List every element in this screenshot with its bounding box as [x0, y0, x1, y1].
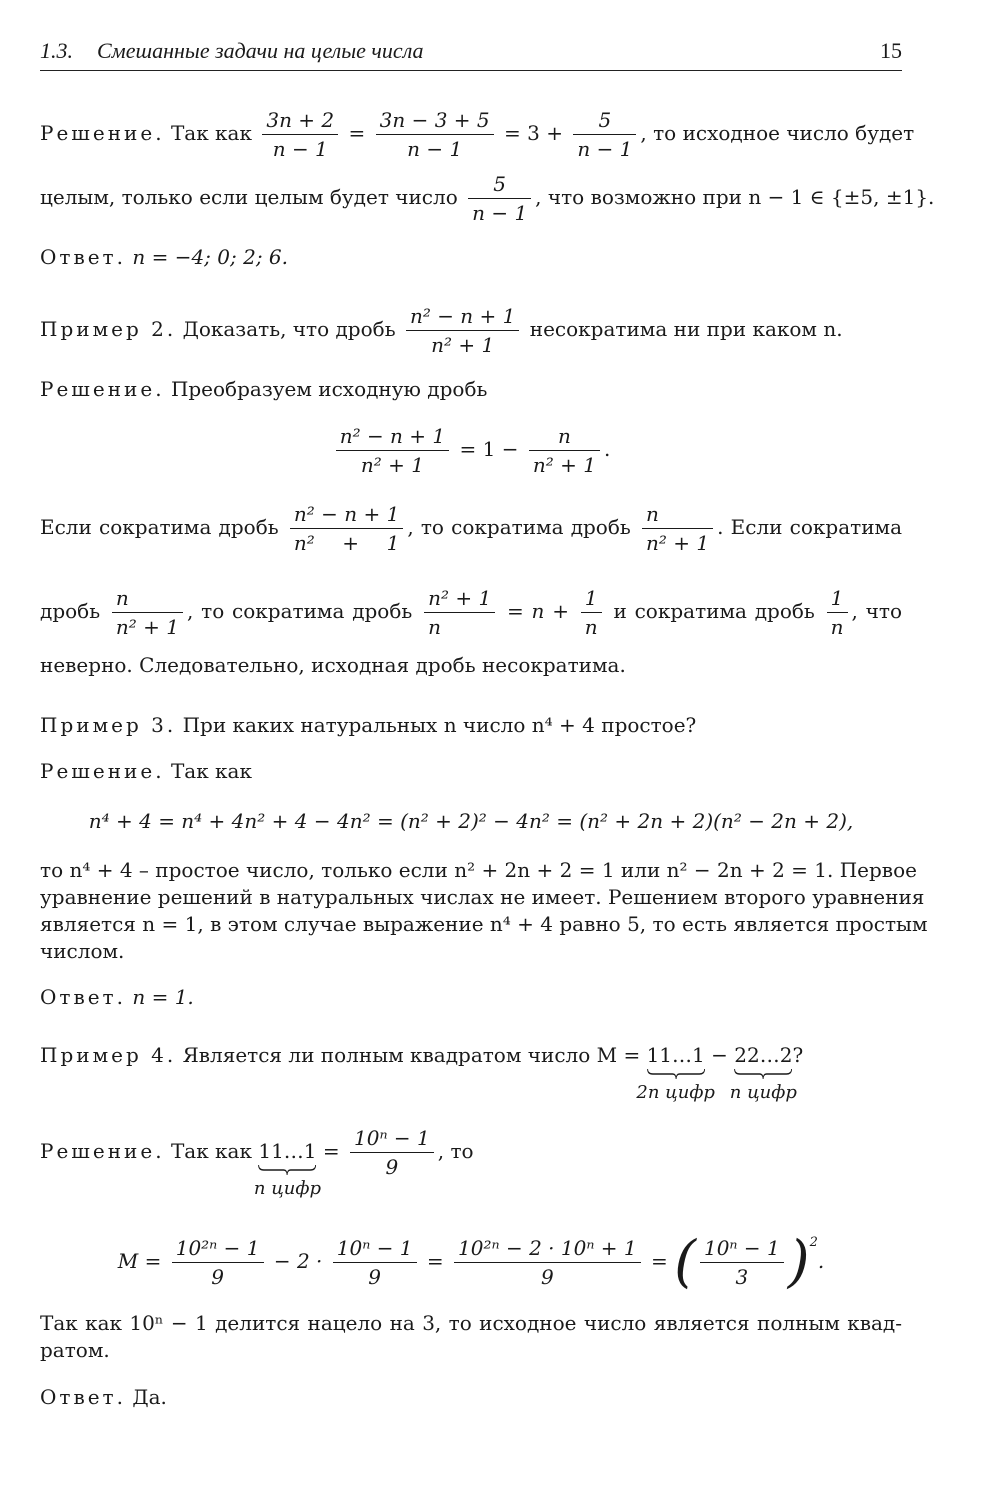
text: =: [348, 121, 366, 145]
numerator: 10²ⁿ − 1: [175, 1236, 260, 1260]
ex2-solution-intro: [40, 376, 902, 402]
text: Так как: [170, 1139, 252, 1163]
numerator: n² − n + 1: [409, 304, 516, 328]
numerator: 1: [584, 586, 598, 610]
text: , то исходное число будет: [640, 121, 915, 145]
ex1-solution-line2: [40, 172, 935, 225]
section-heading: [40, 38, 424, 64]
underbrace-icon: [258, 1165, 316, 1175]
ex3-para-line2: [40, 884, 925, 910]
denominator: n − 1: [262, 134, 338, 161]
denominator: 9: [350, 1152, 434, 1179]
numerator: n: [645, 502, 659, 526]
fraction: [336, 424, 449, 477]
text: дробь: [40, 599, 101, 623]
text: . Если сократима: [717, 515, 903, 539]
ex2-statement: [40, 304, 902, 357]
text: целым, только если целым будет число: [40, 185, 458, 209]
ex3-para-line1: [40, 857, 917, 883]
numerator: 10ⁿ − 1: [336, 1236, 413, 1260]
numerator: n² − n + 1: [339, 424, 446, 448]
right-paren: ): [787, 1229, 810, 1295]
ex4-conclusion-line2: [40, 1337, 902, 1363]
ex2-display-equation: [40, 424, 902, 477]
solution-label: Решение.: [40, 1139, 165, 1163]
numerator: 3n − 3 + 5: [379, 108, 490, 132]
ex4-solution-line: [40, 1126, 902, 1199]
fraction: [573, 108, 636, 161]
answer-text: n = 1.: [132, 985, 194, 1009]
text: ?: [792, 1043, 804, 1067]
numerator: n: [115, 586, 129, 610]
digit-count-label: n цифр: [729, 1082, 797, 1103]
denominator: n − 1: [468, 198, 531, 225]
ex3-answer: [40, 984, 902, 1010]
text: несократима ни при каком n.: [529, 317, 843, 341]
fraction: [827, 586, 848, 639]
fraction: [406, 304, 519, 357]
text: Так как 10ⁿ − 1 делится нацело на 3, то исходное число является полным квад-: [40, 1311, 902, 1335]
page-number: 15: [880, 38, 902, 63]
solution-label: Решение.: [40, 759, 165, 783]
ex2-para-line2: [40, 586, 902, 639]
fraction: [112, 586, 183, 639]
ex4-display-equation: [40, 1229, 902, 1295]
answer-label: Ответ.: [40, 1385, 126, 1409]
text: , то сократима дробь: [407, 515, 631, 539]
text: ратом.: [40, 1338, 110, 1362]
ex1-answer: [40, 244, 902, 270]
digit-count-label: n цифр: [253, 1178, 321, 1199]
numerator: 3n + 2: [266, 108, 335, 132]
ex3-display-equation: [40, 808, 902, 834]
text: .: [603, 437, 611, 461]
digits: 22…2: [734, 1043, 793, 1067]
text: = 1 −: [459, 437, 519, 461]
text: =: [426, 1249, 444, 1273]
fraction: [172, 1236, 264, 1289]
denominator: n: [827, 612, 848, 639]
text: является n = 1, в этом случае выражение n⁴ + 4 равно 5, то есть является простым: [40, 912, 928, 936]
text: Является ли полным квадратом число M =: [182, 1043, 641, 1067]
underbrace-icon: [647, 1069, 705, 1079]
text: Так как: [170, 759, 252, 783]
ex2-conclusion: [40, 652, 902, 678]
ex4-conclusion-line1: [40, 1310, 902, 1336]
text: =: [322, 1139, 340, 1163]
text: неверно. Следовательно, исходная дробь несократима.: [40, 653, 626, 677]
numerator: n² − n + 1: [293, 502, 400, 526]
digits: 11…1: [258, 1139, 317, 1163]
text: − 2 ·: [273, 1249, 323, 1273]
denominator: n² + 1: [290, 528, 403, 555]
answer-text: n = −4; 0; 2; 6.: [132, 245, 288, 269]
section-number: 1.3.: [40, 38, 73, 63]
answer-label: Ответ.: [40, 985, 126, 1009]
section-title: Смешанные задачи на целые числа: [97, 38, 424, 63]
numerator: n² + 1: [428, 586, 492, 610]
text: и сократима дробь: [613, 599, 815, 623]
denominator: n: [581, 612, 602, 639]
text: Доказать, что дробь: [182, 317, 396, 341]
denominator: n − 1: [573, 134, 636, 161]
digit-count-label: 2n цифр: [636, 1082, 715, 1103]
numerator: 1: [830, 586, 844, 610]
fraction: [581, 586, 602, 639]
denominator: n² + 1: [406, 330, 519, 357]
numerator: 10ⁿ − 1: [354, 1126, 430, 1150]
ex3-solution-intro: [40, 758, 902, 784]
denominator: n² + 1: [642, 528, 713, 555]
numerator: 10²ⁿ − 2 · 10ⁿ + 1: [458, 1236, 637, 1260]
text: числом.: [40, 939, 125, 963]
answer-text: Да.: [132, 1385, 167, 1409]
denominator: n − 1: [376, 134, 494, 161]
fraction: [642, 502, 713, 555]
ex3-para-line4: [40, 938, 902, 964]
underbrace-icon: [734, 1069, 792, 1079]
ex3-para-line3: [40, 911, 928, 937]
fraction: [700, 1236, 784, 1289]
text: M =: [117, 1249, 162, 1273]
fraction: [454, 1236, 641, 1289]
ex2-para-line1: [40, 502, 902, 555]
solution-label: Решение.: [40, 121, 165, 145]
denominator: n² + 1: [529, 450, 600, 477]
text: , что возможно при n − 1 ∈ {±5, ±1}.: [535, 185, 935, 209]
text: =: [650, 1249, 668, 1273]
denominator: n² + 1: [336, 450, 449, 477]
fraction: [290, 502, 403, 555]
exponent: 2: [809, 1235, 818, 1250]
ex1-solution-line1: [40, 108, 915, 161]
fraction: [529, 424, 600, 477]
text: , то: [437, 1139, 474, 1163]
underbrace-twos: [729, 1042, 797, 1103]
text: = n +: [506, 599, 569, 623]
numerator: 5: [493, 172, 506, 196]
denominator: 9: [454, 1262, 641, 1289]
denominator: 3: [700, 1262, 784, 1289]
text: уравнение решений в натуральных числах не имеет. Решением второго уравнения: [40, 885, 925, 909]
numerator: 5: [598, 108, 612, 132]
equation: n⁴ + 4 = n⁴ + 4n² + 4 − 4n² = (n² + 2)² − 4n² = (n² + 2n + 2)(n² − 2n + 2),: [88, 809, 854, 833]
fraction: [424, 586, 495, 639]
text: , что: [851, 599, 902, 623]
text: = 3 +: [504, 121, 563, 145]
ex4-answer: [40, 1384, 902, 1410]
text: Преобразуем исходную дробь: [170, 377, 488, 401]
text: Если сократима дробь: [40, 515, 279, 539]
numerator: 10ⁿ − 1: [703, 1236, 780, 1260]
text: .: [817, 1249, 825, 1273]
numerator: n: [557, 424, 571, 448]
ex3-statement: [40, 712, 902, 738]
denominator: 9: [172, 1262, 264, 1289]
example-label: Пример 3.: [40, 713, 177, 737]
text: , то сократима дробь: [187, 599, 413, 623]
denominator: n² + 1: [112, 612, 183, 639]
fraction: [262, 108, 338, 161]
fraction: [350, 1126, 434, 1179]
fraction: [468, 172, 531, 225]
digits: 11…1: [646, 1043, 705, 1067]
denominator: 9: [333, 1262, 417, 1289]
fraction: [376, 108, 494, 161]
fraction: [333, 1236, 417, 1289]
example-label: Пример 4.: [40, 1043, 177, 1067]
running-header: [40, 38, 902, 71]
text: Так как: [170, 121, 252, 145]
left-paren: (: [674, 1229, 696, 1295]
text: При каких натуральных n число n⁴ + 4 простое?: [182, 713, 697, 737]
example-label: Пример 2.: [40, 317, 177, 341]
text: то n⁴ + 4 – простое число, только если n² + 2n + 2 = 1 или n² − 2n + 2 = 1. Первое: [40, 858, 917, 882]
ex4-statement: [40, 1042, 902, 1103]
solution-label: Решение.: [40, 377, 165, 401]
text: −: [711, 1043, 728, 1067]
underbrace-ones: [253, 1138, 321, 1199]
answer-label: Ответ.: [40, 245, 126, 269]
denominator: n: [424, 612, 495, 639]
underbrace-ones: [636, 1042, 715, 1103]
